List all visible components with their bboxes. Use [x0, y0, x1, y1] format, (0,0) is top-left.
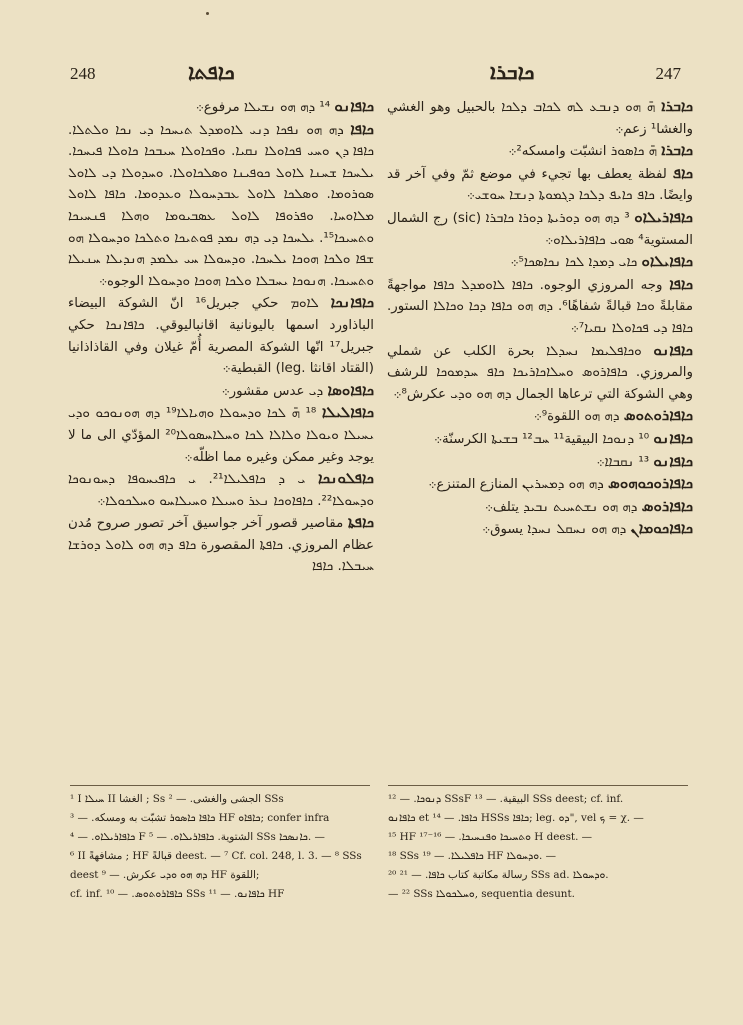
entry [68, 402, 374, 468]
entry [387, 207, 693, 251]
entry [387, 428, 693, 451]
entry-text: ܟܐܝ ܕܡܕܐ ܠܟܐ ܢܟܐܣܟܐ⁵܀ [510, 255, 638, 271]
footnote-line: ܟܐܦܐܢܘ et ܟܐܦܐ. — ¹⁴ HSSs ܟܐܦܐ; leg. ܕܘ", vel ܟ = χ. — [388, 812, 644, 824]
right-column [387, 96, 693, 541]
entry-text: ³ ܕܗ ܗܘ ܕܘܪܝܬܐ ܕܘܪܐ ܟܐܒܪܐ (sic) رج الشمال المستوية⁴ ܣܘܝ ܟܐܦܐܪܝܠܐܘ܀ [387, 210, 693, 248]
left-page-number: 248 [70, 64, 96, 83]
entry-lemma: ܟܐܦܐܢܘ [653, 340, 693, 359]
entry-text: ܗ̄ ܟܐܣܘܪ انشبّت وامسكه²܀ [508, 144, 657, 160]
right-running-title: ܟܐܒܪܐ [490, 60, 535, 84]
footnote-line: ¹⁸ SSs ܟܐܦܠܝܠܐ. — ¹⁹ HF ܘܕܚܘܠܐ. — [388, 850, 557, 862]
entry-lemma: ܟܐܦܐܟܘܡܐܢ [630, 519, 693, 538]
footnote-line: ²⁰ رسالة مكاتبة كتاب ܟܐܦܐ. — ²¹ SSs ad. ܘܕܚܘܠܐ. [388, 869, 609, 881]
entry-lemma: ܟܐܦܐ [350, 119, 374, 138]
footnote-line: cf. inf. ܟܐܦܐܪܘܬܘܣ. — ¹⁰ SSs ܟܐܦܐܢܘ. — ¹¹ HF [70, 888, 285, 900]
entry-text: ܕܗ ܗܘ ܢܫܬܚܝܬ ܢܒܝܕ يتلف܀ [484, 499, 638, 515]
entry [387, 251, 693, 274]
entry-text: ܕܗ ܗܘ ܢܦܟܐ ܕܢܝ ܠܐܘܡܕܠ ܬܝܚܟܐ ܕܝ ܢܟܐ ܘܠܬܠܐ. ܟܐܦܐ ܕܢ ܘܚܝ ܦܟܐܘܠܐ ܢܩܝܐ. ܘܦܟܐܘܠܐ ܚܝܒܟܐ ܟܐܘܠܐ ܦܝܚܟܐ. ܝܠܚܟܐ ܫܚܢܐ ܠܐܘܠ ܟܘܦܝܢܐ ܘܣܠܟܐܘܠܐ. ܘܚܕܘܠܐ ܕܝ ܠܐܘܠ ܣܘܪܘܡܐ. ܘܣܠܟܐ ܠܐܘܠ ܥܒܕܚܘܠܐ ܘܥܕܘܡܐ. ܟܐܦܐ ܠܐܘܠ ܡܠܐܘܚܐ. ܘܦܪܘܦܐ ܠܐܘܠ ܥܣܒܝܘܡܐ ܘܗܠܐ ܦܢܚܝܟܐ ܘܬܚܝܟܐ¹⁵. ܝܠܚܟܐ ܕܝ ܕܗ ܢܡܕ ܦܘܬܝܟܐ ܘܬܠܟܐ ܘܕܚܘܠܐ ܗܘ ܫܦܐ ܘܠܟܐ ܗܘܟܐ ܝܠܚܟܐ. ܘܕܚܘܠܐ ܚܝ ܝܠܡܕ ܗܢܕܝܠܐ ܚܢܝܠܐ ܘܬܚܝܟܐ. ܗܢܘܟܐ ܝܚܒܠܐ ܘܠܟܐ ܗܘܟܐ ܘܕܚܘܠܐ الوجوه܀ [68, 122, 374, 289]
entry-lemma: ܟܐܦܐܝܠܐܘ [641, 252, 693, 271]
entry-lemma: ܟܐܦܐ [669, 274, 693, 293]
footnotes-left [70, 790, 376, 904]
entry-text: ܕܗ ܗܘ ܢܚܩܠ ܢܚܕܐ يسوق܀ [482, 522, 627, 538]
entry [387, 140, 693, 163]
entry-text: ܕܗ ܗܘ اللقوة⁹܀ [533, 409, 620, 425]
entry [387, 473, 693, 496]
entry-lemma: ܟܐܦܐܢܘ [653, 451, 693, 470]
footnote-line: ⁶ II مشافهةً ; HF قبالةً deest. — ⁷ Cf. col. 248, l. 3. — ⁸ SSs [70, 850, 362, 862]
entry [387, 405, 693, 428]
entry-lemma: ܟܐܦܐܠܝܠܐ [321, 403, 374, 422]
entry-text: ܕܗ ܗܘ ܕܡܚܪܝܢ المنازع المتنزع܀ [428, 477, 604, 493]
print-speck [206, 12, 209, 15]
entry-lemma: ܟܐܦܐܪܘܟܘܗܘܣ [607, 474, 693, 493]
entry-text: ¹⁴ ܕܗ ܗܘ ܢܫܝܠܐ مرفوع܀ [195, 100, 331, 115]
footnote-line: ܕܢܘܟܐ. — ¹² SSsF البيقية. — ¹³ SSs deest; cf. inf. [388, 793, 624, 805]
entry-text: ¹⁸ ܗ̄ ܠܟܐ ܘܕܚܘܠܐ ܘܗܝܐܠܐ¹⁹ ܕܗ ܗܘܢܘܟܘ ܘܕܝ ܝܚܝܠܐ ܘܝܘܠܐ ܘܠܐܠܐ ܠܟܐ ܘܚܠܐܚܣܘܠܐ²⁰ المؤدّي الى ما لا يوجد وغير ممكن وغيره مما اظلّه܀ [68, 406, 374, 465]
entry-lemma: ܟܐܦܐܢܘ [334, 97, 374, 115]
entry [68, 468, 374, 512]
entry-text: ¹⁰ ܕܢܘܟܐ البيقية¹¹ ܚܒ¹² ܒܫܝܬܐ الكرسنّة܀ [433, 431, 650, 447]
entry-text: وجه المروزي الوجوه. ܟܐܦܐ ܠܐܘܡܕܠ ܟܐܦܐ مواجهةً مقابلةً ܘܟܐ قبالةً شفاهًا⁶. ܕܗ ܗܘ ܟܐܦܐ ܕܟܐ ܘܟܐܠܐ الستور. ܟܐܦܐ ܕܝ ܦܟܐܘܠܐ ܢܩܝܐ⁷܀ [387, 277, 693, 336]
entry [387, 496, 693, 519]
footnote-line: ܟܐܦܐܪܝܠܐܘ. — ⁴ F الشتوية. ܟܐܦܐܪܝܠܐܘ. — ⁵ SSs ܟܐܢܣܟܐ. — [70, 831, 325, 843]
entry [68, 292, 374, 379]
entry-lemma: ܟܐܦܐܢܘ [653, 428, 693, 447]
footnote-line: ¹ I ܚܝܠܐ II الغشا ; Ss الجشى والغشى. — ² SSs [70, 793, 284, 805]
entry [387, 274, 693, 340]
left-column [68, 96, 374, 578]
entry-lemma: ܟܐܒܪܐ [661, 141, 693, 160]
entry-lemma: ܟܐܦܐܪܘܬܘܣ [623, 406, 693, 425]
entry-lemma: ܟܐܦܠܘܢܟܐ [317, 469, 374, 488]
entry [387, 451, 693, 474]
entry [387, 340, 693, 406]
footnotes-right [388, 790, 694, 904]
entry [68, 380, 374, 403]
entry-text: ܠܐܘܡ حكي جبريل¹⁶ انّ الشوكة البيضاء الباذاورد اسمها باليونانية اقانباليوقي. ܟܐܦܐܢܟܐ حكي جبريل¹⁷ انّها الشوكة المصرية أُمّ غيلان وفي القاذاذانيا (القتاد اقانثا .leg) القبطية܀ [68, 296, 374, 377]
entry [387, 163, 693, 207]
entry-text: لفظة يعطف بها تجيء في موضع ثمّ وفي آخر قد وايضًا. ܟܐܦ ܟܐܝܦ ܕܠܟܐ ܕܓܡܘܬܐ ܕܢܫܐ ܚܘܫܝ܀ [387, 166, 693, 204]
entry-lemma: ܟܐܦܬܐ [347, 513, 375, 532]
footnote-divider-right [388, 785, 688, 786]
footnote-line: — ²² SSs ܘܚܠܟܘܠܐ, sequentia desunt. [388, 888, 575, 900]
entry-text: ܕܝ عدس مقشور܀ [221, 383, 324, 399]
entry-lemma: ܟܐܒܪܐ [661, 97, 693, 115]
entry-text: ܘܟܐܦܠܝܡܐ ܢܚܕܠܐ بحرة الكلب عن شملي والمروزي. ܟܐܦܐܪܘܣ ܘܚܠܐܟܐܪܝܟܐ ܟܐܦ ܚܕܡܘܟܐ للرشف وهي الشوكة التي ترعاها الجمال ܕܗ ܗܘ ܘܕܝ عكرش⁸܀ [387, 343, 693, 402]
entry-lemma: ܟܐܦܐܪܝܠܐܘ [634, 207, 693, 226]
entry-lemma: ܟܐܦܐܢܟܐ [330, 293, 374, 312]
footnote-line: deest ܕܗ ܗܘ ܘܕܝ عكرش. — ⁹ HF اللقوة; [70, 869, 260, 881]
entry-lemma: ܟܐܦܐܪܘܣ [641, 496, 693, 515]
entry-text: ܗ̄ ܗܘ ܕܢܒܥ ܠܗ ܠܟܐܒ ܕܠܟܐ بالحبيل وهو الغشي والغشا¹ زعم܀ [387, 100, 693, 137]
left-running-title: ܟܐܦܬܐ [188, 60, 235, 84]
entry-text: ¹³ ܢܩܒܐܐ܀ [596, 454, 650, 470]
entry [68, 512, 374, 578]
right-page-number: 247 [655, 64, 681, 83]
entry [68, 96, 374, 119]
entry-lemma: ܟܐܦ [672, 163, 693, 182]
footnote-line: ¹⁵ HF ܘܬܚܝܟܐ ܘܦܢܚܝܟܐ. — ¹⁶⁻¹⁷ H deest. — [388, 831, 593, 843]
footnote-line: ܟܐܦܐ ܟܐܣܘܪ تشبّت به ومسكه. — ³ HF ܟܐܦܐܘ; confer infra [70, 812, 330, 824]
entry [68, 119, 374, 293]
entry-text: مقاصير قصور آخر جواسيق آخر تصور صروح مُدن عظام المروزي. ܟܐܦܬܐ المقصورة ܟܐܦ ܕܗ ܗܘ ܠܐܘܠ ܕܘܪܫܐ ܚܝܒܠܐ. ܟܐܦܐ [68, 516, 374, 575]
entry [387, 518, 693, 541]
entry-lemma: ܟܐܦܐܘܣܐ [327, 380, 374, 399]
entry-text: ܝ ܕ ܟܐܦܠܝܠܐ²¹. ܝ ܟܐܦܝܚܘܦܐ ܕܚܘܢܘܟܐ ܘܕܚܘܠܐ²². ܟܐܦܐܘܟܐ ܢܥܪ ܘܚܝܠܐ ܘܚܝܠܐܚܘ ܘܚܠܟܘܠܐ܀ [68, 472, 374, 509]
entry [387, 96, 693, 140]
footnote-divider-left [70, 785, 370, 786]
